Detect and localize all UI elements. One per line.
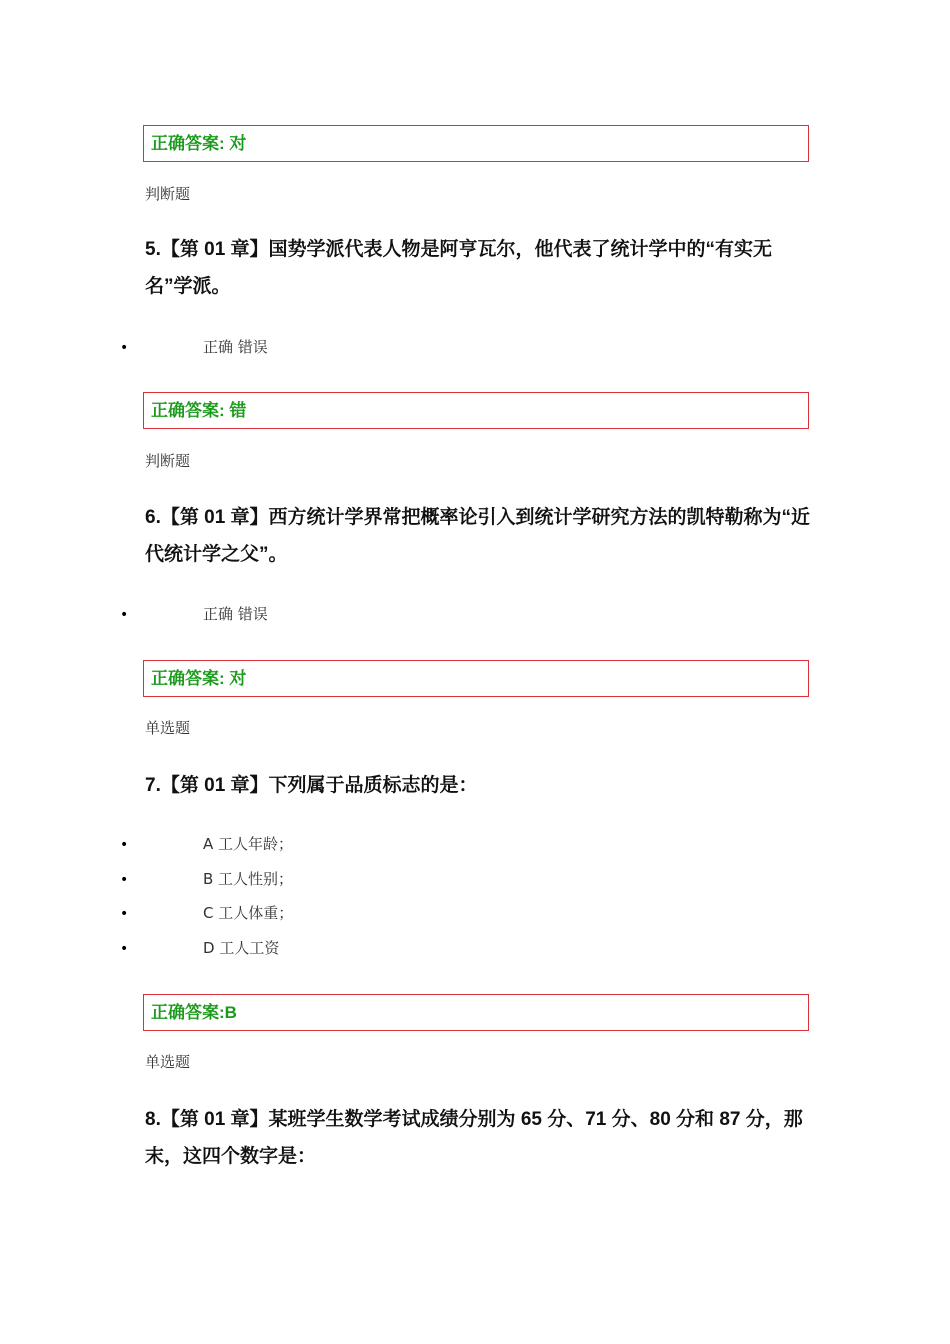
question-type-q6: 判断题 bbox=[145, 452, 191, 470]
answer-box-q5 bbox=[143, 392, 809, 429]
question-text-q8: 8.【第 01 章】某班学生数学考试成绩分别为 65 分、71 分、80 分和 87 分，那末，这四个数字是： bbox=[145, 1109, 803, 1167]
bullet-q7-a: • bbox=[120, 837, 129, 853]
options-q5[interactable]: 正确 错误 bbox=[203, 338, 268, 356]
question-text-q6: 6.【第 01 章】西方统计学界常把概率论引入到统计学研究方法的凯特勒称为“近代统计学之父”。 bbox=[145, 507, 811, 565]
answer-box-q7 bbox=[143, 994, 809, 1031]
bullet-q5: • bbox=[120, 340, 129, 356]
bullet-q6: • bbox=[120, 607, 129, 623]
option-q7-c[interactable]: C 工人体重； bbox=[203, 904, 294, 922]
question-type-q8: 单选题 bbox=[145, 1053, 191, 1071]
question-text-q5: 5.【第 01 章】国势学派代表人物是阿亨瓦尔，他代表了统计学中的“有实无名”学派。 bbox=[145, 239, 773, 297]
question-type-q7: 单选题 bbox=[145, 719, 191, 737]
bullet-q7-c: • bbox=[120, 906, 129, 922]
answer-box-q6 bbox=[143, 660, 809, 697]
bullet-q7-b: • bbox=[120, 872, 129, 888]
option-q7-a[interactable]: A 工人年龄； bbox=[203, 835, 294, 853]
question-type-q5: 判断题 bbox=[145, 185, 191, 203]
answer-box-q4 bbox=[143, 125, 809, 162]
option-q7-b[interactable]: B 工人性别； bbox=[203, 870, 294, 888]
answer-text-q7: 正确答案:B bbox=[151, 1003, 237, 1022]
question-text-q7: 7.【第 01 章】下列属于品质标志的是： bbox=[145, 775, 478, 796]
answer-text-q4: 正确答案: 对 bbox=[151, 134, 247, 153]
answer-text-q5: 正确答案: 错 bbox=[151, 401, 247, 420]
bullet-q7-d: • bbox=[120, 941, 129, 957]
option-q7-d[interactable]: D 工人工资 bbox=[203, 939, 280, 957]
answer-text-q6: 正确答案: 对 bbox=[151, 669, 247, 688]
options-q6[interactable]: 正确 错误 bbox=[203, 605, 268, 623]
